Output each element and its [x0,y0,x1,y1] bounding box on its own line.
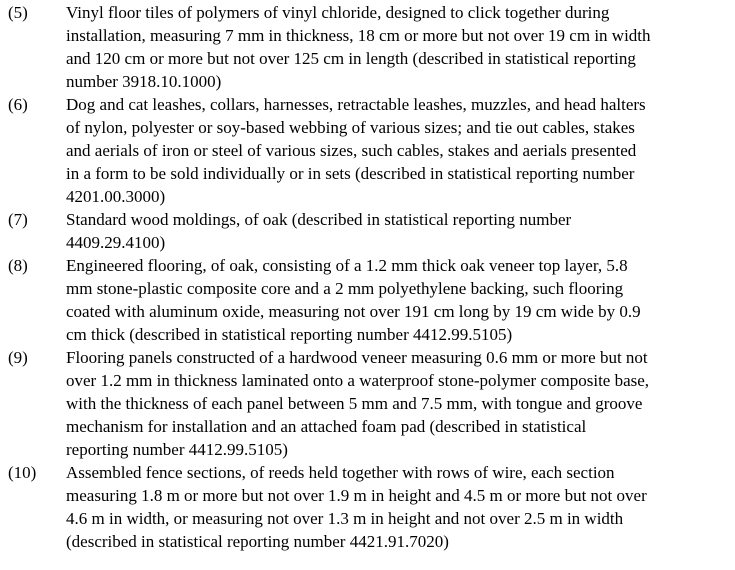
item-text-line: 4201.00.3000) [66,187,166,206]
item-text-line: 4.6 m in width, or measuring not over 1.3 m in height and not over 2.5 m in width [66,509,624,528]
item-number: (6) [8,95,28,114]
item-number: (5) [8,3,28,22]
item-text-line: Flooring panels constructed of a hardwood veneer measuring 0.6 mm or more but not [66,348,648,367]
item-text-line: of nylon, polyester or soy-based webbing of various sizes; and tie out cables, stakes [66,118,635,137]
item-text-line: with the thickness of each panel between 5 mm and 7.5 mm, with tongue and groove [66,394,643,413]
item-text-line: 4409.29.4100) [66,233,166,252]
item-text-line: mm stone-plastic composite core and a 2 mm polyethylene backing, such flooring [66,279,624,298]
item-text-line: Engineered flooring, of oak, consisting of a 1.2 mm thick oak veneer top layer, 5.8 [66,256,628,275]
item-text-line: reporting number 4412.99.5105) [66,440,288,459]
item-text-line: mechanism for installation and an attached foam pad (described in statistical [66,417,587,436]
item-text-line: installation, measuring 7 mm in thickness, 18 cm or more but not over 19 cm in width [66,26,651,45]
item-text-line: and 120 cm or more but not over 125 cm in length (described in statistical reporting [66,49,636,68]
item-text-line: in a form to be sold individually or in sets (described in statistical reporting number [66,164,635,183]
item-number: (7) [8,210,28,229]
item-number: (10) [8,463,37,482]
item-text-line: and aerials of iron or steel of various sizes, such cables, stakes and aerials presented [66,141,637,160]
item-number: (8) [8,256,28,275]
item-text-line: Assembled fence sections, of reeds held together with rows of wire, each section [66,463,615,482]
item-text-line: over 1.2 mm in thickness laminated onto a waterproof stone-polymer composite base, [66,371,650,390]
item-text-line: (described in statistical reporting number 4421.91.7020) [66,532,449,551]
item-text-line: cm thick (described in statistical reporting number 4412.99.5105) [66,325,513,344]
item-number: (9) [8,348,28,367]
item-text-line: Standard wood moldings, of oak (described in statistical reporting number [66,210,572,229]
item-text-line: Vinyl floor tiles of polymers of vinyl chloride, designed to click together during [66,3,610,22]
item-text-line: number 3918.10.1000) [66,72,222,91]
item-text-line: Dog and cat leashes, collars, harnesses, retractable leashes, muzzles, and head halters [66,95,646,114]
item-text-line: coated with aluminum oxide, measuring not over 191 cm long by 19 cm wide by 0.9 [66,302,641,321]
item-text-line: measuring 1.8 m or more but not over 1.9 m in height and 4.5 m or more but not over [66,486,647,505]
